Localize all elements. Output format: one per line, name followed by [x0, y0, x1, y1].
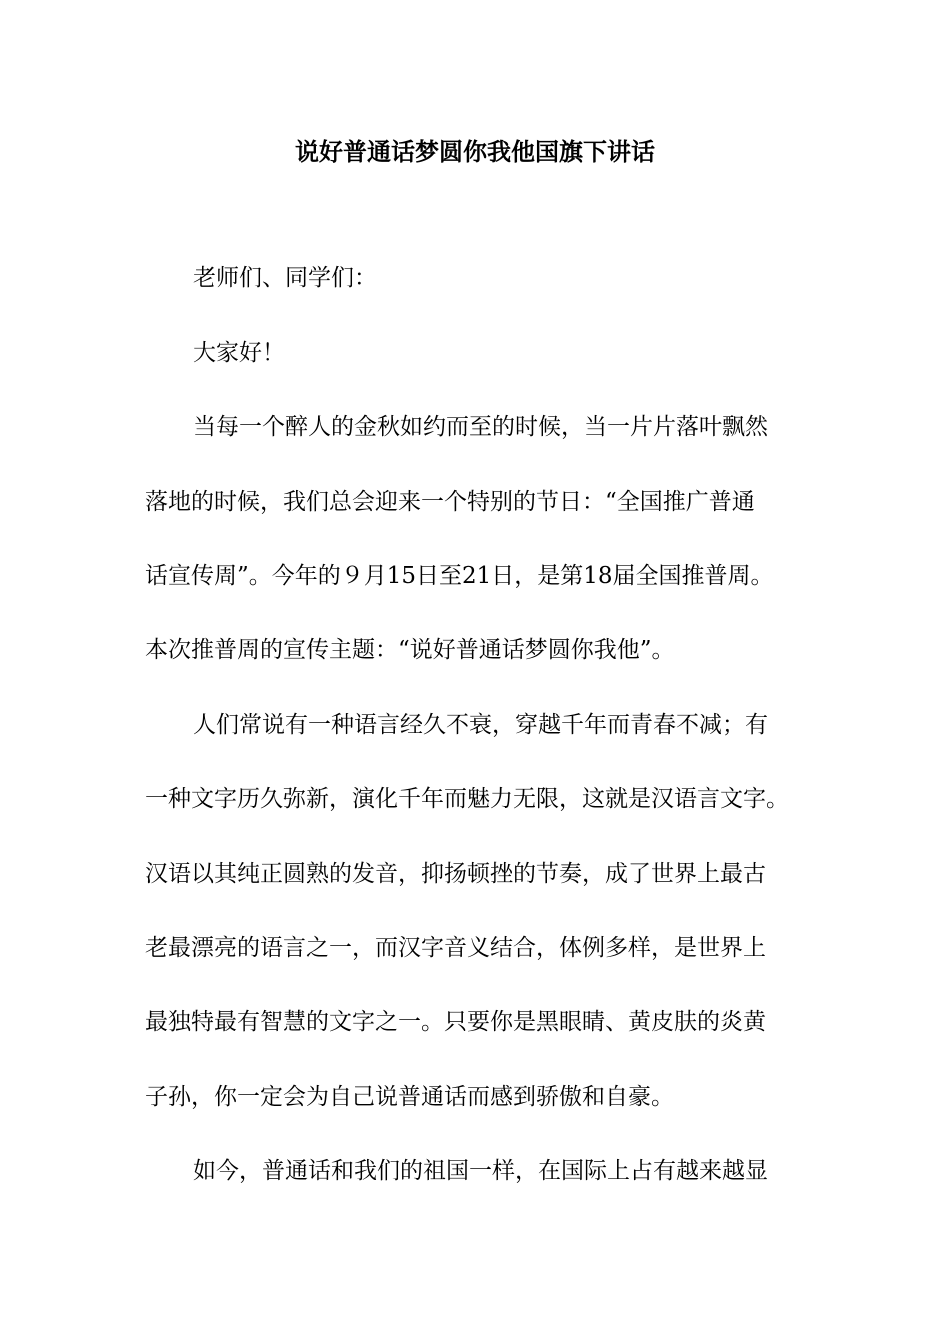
paragraph-1-line-2: 落地的时候，我们总会迎来一个特别的节日：“全国推广普通: [145, 489, 755, 515]
salutation: 老师们、同学们：: [193, 265, 377, 291]
paragraph-2-line-3: 汉语以其纯正圆熟的发音，抑扬顿挫的节奏，成了世界上最古: [145, 861, 766, 887]
paragraph-2-line-2: 一种文字历久弥新，演化千年而魅力无限，这就是汉语言文字。: [145, 786, 789, 812]
paragraph-2-line-6: 子孙，你一定会为自己说普通话而感到骄傲和自豪。: [145, 1084, 674, 1110]
paragraph-1-line-4: 本次推普周的宣传主题：“说好普通话梦圆你我他”。: [145, 637, 675, 663]
paragraph-2-line-5: 最独特最有智慧的文字之一。只要你是黑眼睛、黄皮肤的炎黄: [145, 1009, 766, 1035]
greeting: 大家好！: [193, 340, 285, 366]
paragraph-1-line-1: 当每一个醉人的金秋如约而至的时候，当一片片落叶飘然: [193, 414, 768, 440]
paragraph-3-line-1: 如今，普通话和我们的祖国一样，在国际上占有越来越显: [193, 1158, 768, 1184]
paragraph-2-line-4: 老最漂亮的语言之一，而汉字音义结合，体例多样，是世界上: [145, 935, 766, 961]
paragraph-1-line-3: 话宣传周”。今年的９月15日至21日，是第18届全国推普周。: [145, 563, 774, 589]
document-title: 说好普通话梦圆你我他国旗下讲话: [295, 137, 655, 166]
paragraph-2-line-1: 人们常说有一种语言经久不衰，穿越千年而青春不减；有: [193, 712, 768, 738]
